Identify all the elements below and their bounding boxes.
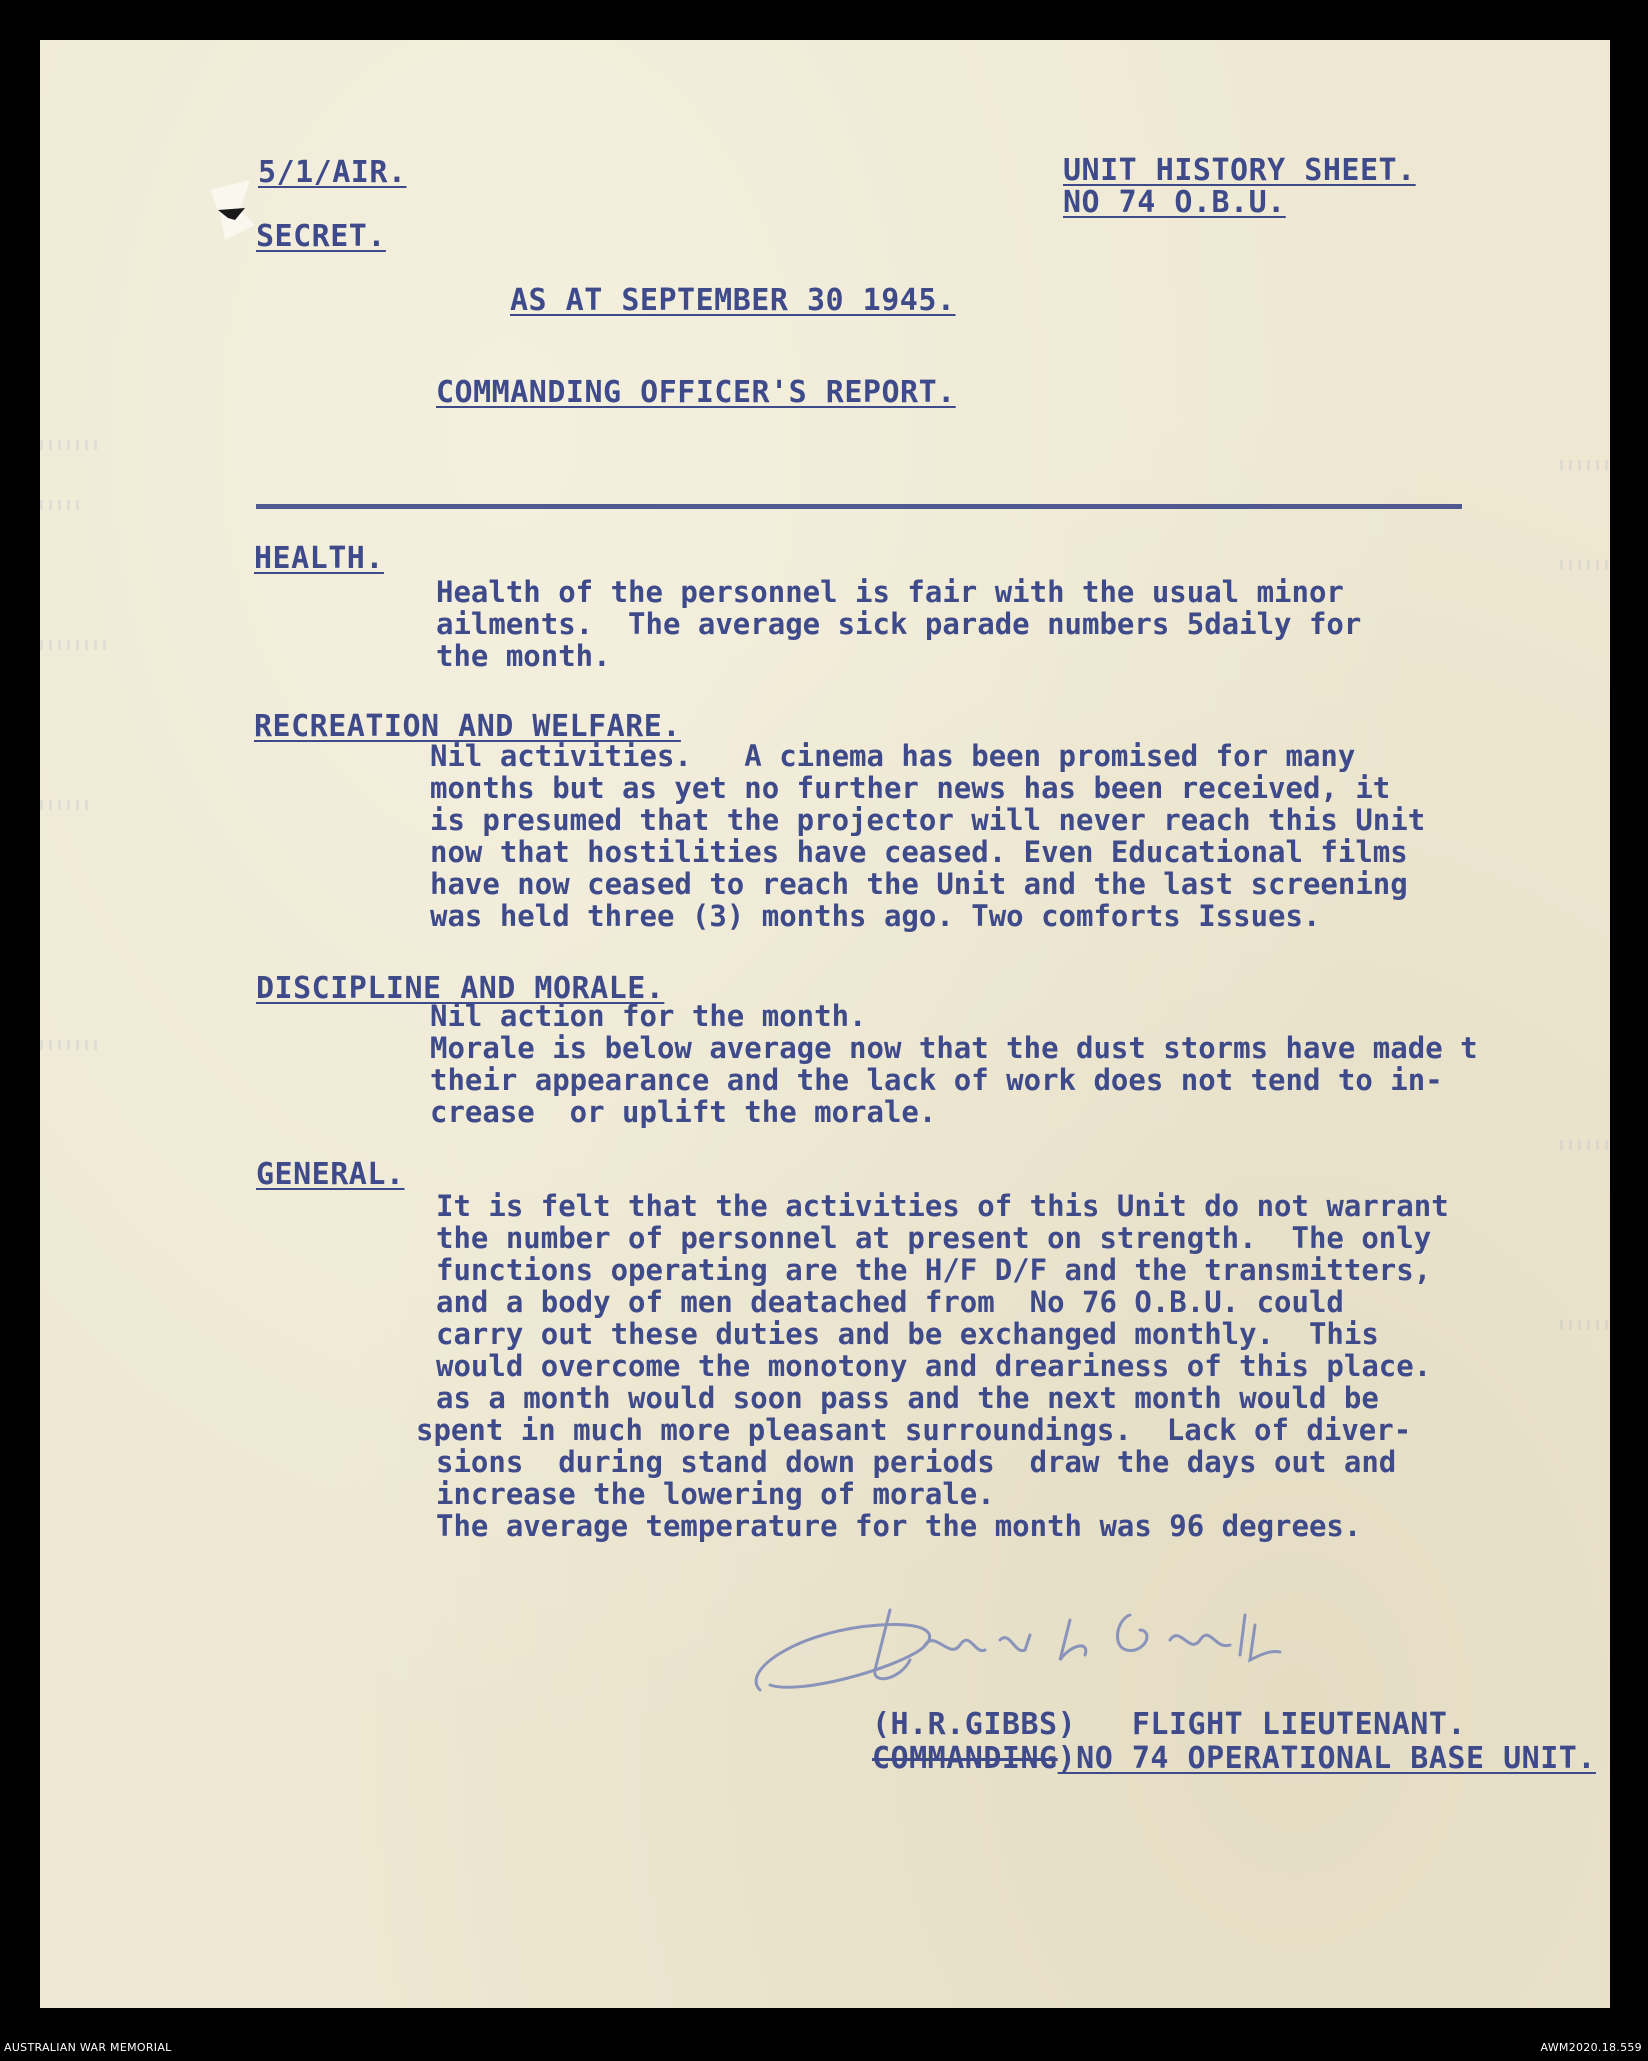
ghost-mark xyxy=(40,640,110,650)
text-line: the month. xyxy=(436,639,611,673)
file-reference: 5/1/AIR. xyxy=(258,155,407,190)
unit-designation: NO 74 O.B.U. xyxy=(1063,185,1286,220)
text-line: functions operating are the H/F D/F and the transmitters, xyxy=(436,1253,1432,1287)
struck-out-word: COMMANDING xyxy=(872,1741,1058,1776)
signatory-name-rank: (H.R.GIBBS) FLIGHT LIEUTENANT. xyxy=(872,1707,1466,1742)
ghost-mark xyxy=(1560,1140,1610,1150)
paper-sheet xyxy=(40,40,1610,2008)
text-line: is presumed that the projector will never reach this Unit xyxy=(430,803,1426,837)
ghost-mark xyxy=(40,1040,100,1050)
footer-accession-number: AWM2020.18.559 xyxy=(1540,2041,1642,2054)
footer-institution: AUSTRALIAN WAR MEMORIAL xyxy=(4,2041,172,2054)
horizontal-rule xyxy=(256,504,1462,509)
text-line: sions during stand down periods draw the days out and xyxy=(436,1445,1397,1479)
text-line: Health of the personnel is fair with the usual minor xyxy=(436,575,1344,609)
text-line: now that hostilities have ceased. Even Educational films xyxy=(430,835,1408,869)
ghost-mark xyxy=(1560,560,1610,570)
ghost-mark xyxy=(1560,460,1610,470)
text-line: as a month would soon pass and the next month would be xyxy=(436,1381,1379,1415)
text-line: carry out these duties and be exchanged monthly. This xyxy=(436,1317,1379,1351)
text-line: crease or uplift the morale. xyxy=(430,1095,937,1129)
text-line: Morale is below average now that the dust storms have made t xyxy=(430,1031,1478,1065)
section-heading-discipline: DISCIPLINE AND MORALE. xyxy=(256,971,665,1006)
text-line: have now ceased to reach the Unit and the last screening xyxy=(430,867,1408,901)
section-heading-recreation: RECREATION AND WELFARE. xyxy=(254,709,681,744)
ghost-mark xyxy=(40,440,100,450)
text-line: would overcome the monotony and dreariness of this place. xyxy=(436,1349,1432,1383)
text-line: increase the lowering of morale. xyxy=(436,1477,995,1511)
report-title: COMMANDING OFFICER'S REPORT. xyxy=(436,375,956,410)
text-line: ailments. The average sick parade numbers 5daily for xyxy=(436,607,1362,641)
text-line: Nil action for the month. xyxy=(430,999,867,1033)
text-line: the number of personnel at present on strength. The only xyxy=(436,1221,1432,1255)
text-line: months but as yet no further news has been received, it xyxy=(430,771,1391,805)
section-heading-general: GENERAL. xyxy=(256,1157,405,1192)
text-line: and a body of men deatached from No 76 O.B.U. could xyxy=(436,1285,1344,1319)
ghost-mark xyxy=(1560,1320,1610,1330)
ghost-mark xyxy=(40,800,90,810)
command-unit: )NO 74 OPERATIONAL BASE UNIT. xyxy=(1057,1741,1596,1776)
text-line: Nil activities. A cinema has been promised for many xyxy=(430,739,1356,773)
ghost-mark xyxy=(40,500,80,510)
command-line xyxy=(872,1742,1596,1775)
classification-label: SECRET. xyxy=(256,219,386,254)
date-title: AS AT SEPTEMBER 30 1945. xyxy=(510,283,956,318)
handwritten-signature xyxy=(740,1600,1300,1710)
text-line: was held three (3) months ago. Two comforts Issues. xyxy=(430,899,1321,933)
text-line: The average temperature for the month was 96 degrees. xyxy=(436,1509,1362,1543)
sheet-title: UNIT HISTORY SHEET. xyxy=(1063,153,1416,188)
text-line: their appearance and the lack of work does not tend to in- xyxy=(430,1063,1443,1097)
text-line: It is felt that the activities of this Unit do not warrant xyxy=(436,1189,1449,1223)
text-line: spent in much more pleasant surroundings. Lack of diver- xyxy=(416,1413,1412,1447)
section-heading-health: HEALTH. xyxy=(254,541,384,576)
